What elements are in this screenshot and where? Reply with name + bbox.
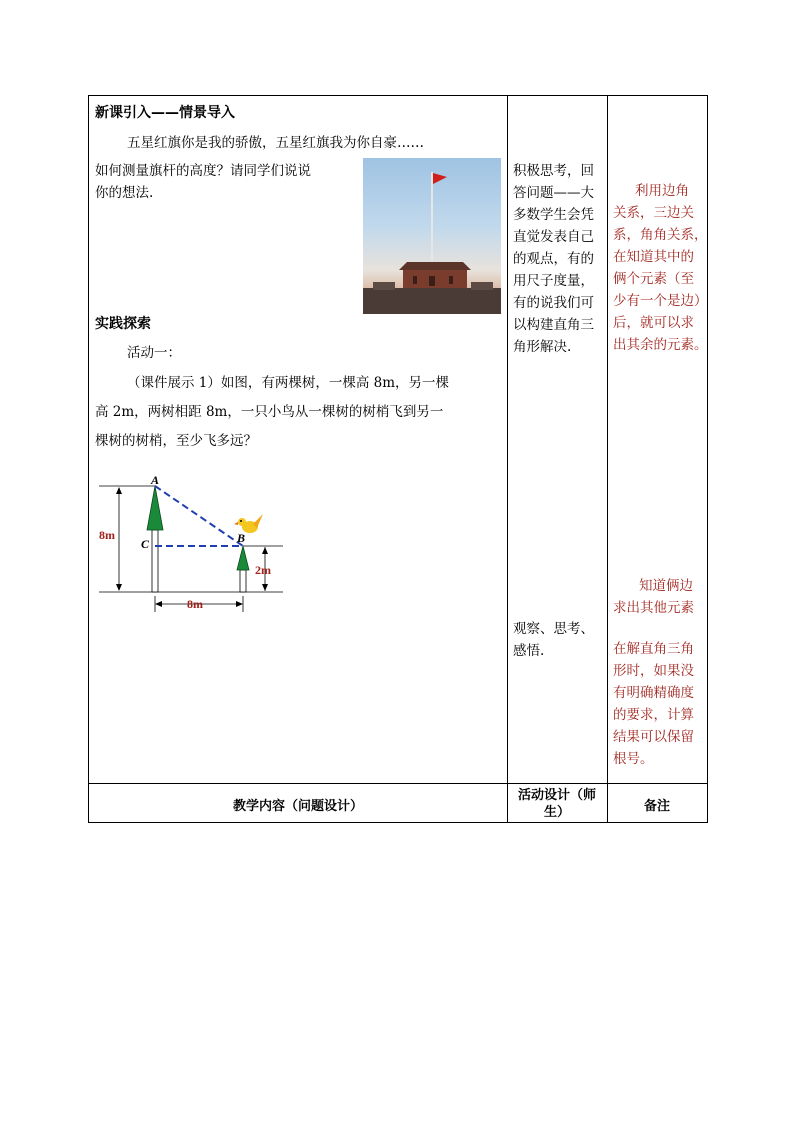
distance-8m-label: 8m	[187, 597, 203, 611]
activity-line: 积极思考，回	[513, 163, 594, 179]
note-text-1	[613, 180, 709, 356]
activity-line: 以构建直角三	[513, 317, 594, 333]
note-line: 在解直角三角	[613, 641, 694, 657]
lesson-table	[88, 95, 708, 823]
section-title-practice: 实践探索	[95, 316, 151, 332]
note-text-2	[613, 575, 709, 619]
activity-line: 的观点，有的	[513, 251, 594, 267]
problem-line-3: 棵树的树梢，至少飞多远？	[95, 433, 257, 449]
note-line: 在知道其中的	[613, 249, 694, 265]
footer-header-activity	[507, 784, 607, 824]
note-line: 形时，如果没	[613, 663, 694, 679]
note-text-3	[613, 638, 709, 770]
activity-line: 多数学生会凭	[513, 207, 594, 223]
point-a-label: A	[151, 474, 160, 487]
note-line: 根号。	[613, 751, 654, 767]
problem-line-1: （课件展示 1）如图，有两棵树，一棵高 8m，另一棵	[127, 375, 450, 391]
activity-line: 观察、思考、	[513, 621, 594, 637]
activity-line: 有的说我们可	[513, 295, 594, 311]
note-line: 关系，三边关	[613, 205, 694, 221]
column-divider-1	[507, 96, 508, 822]
footer-activity-line-2: 生）	[543, 805, 570, 820]
note-line: 后，就可以求	[613, 315, 694, 331]
note-line: 结果可以保留	[613, 729, 694, 745]
footer-header-content: 教学内容（问题设计）	[232, 798, 363, 814]
question-line-2: 你的想法.	[95, 185, 154, 201]
note-line: 出其余的元素。	[613, 337, 708, 353]
question-line-1: 如何测量旗杆的高度？请同学们说说	[95, 163, 311, 179]
point-c-label: C	[141, 537, 150, 551]
point-b-label: B	[237, 531, 246, 545]
flag-photo	[363, 158, 501, 314]
column-divider-2	[607, 96, 608, 822]
problem-line-2: 高 2m，两树相距 8m，一只小鸟从一棵树的树梢飞到另一	[95, 404, 444, 420]
note-line: 的要求，计算	[613, 707, 694, 723]
activity-text-1	[513, 160, 607, 358]
activity-line: 用尺子度量，	[513, 273, 594, 289]
activity-line: 感悟.	[513, 643, 545, 659]
activity-text-2	[513, 618, 607, 662]
note-line: 求出其他元素	[613, 600, 694, 616]
height-8m-label: 8m	[99, 528, 115, 542]
tree-bird-figure	[97, 474, 297, 622]
note-line: 有明确精确度	[613, 685, 694, 701]
activity-line: 角形解决.	[513, 339, 572, 355]
note-line: 俩个元素（至	[613, 271, 694, 287]
poem-text: 五星红旗你是我的骄傲，五星红旗我为你自豪……	[127, 135, 424, 151]
footer-activity-line-1: 活动设计（师	[517, 788, 596, 803]
activity-line: 直觉发表自己	[513, 229, 594, 245]
footer-header-notes: 备注	[643, 798, 670, 814]
note-line: 利用边角	[635, 183, 689, 199]
note-line: 少有一个是边）	[613, 293, 708, 309]
activity-line: 答问题——大	[513, 185, 594, 201]
note-line: 系，角角关系，	[613, 227, 708, 243]
note-line: 知道俩边	[639, 578, 693, 594]
height-2m-label: 2m	[255, 563, 271, 577]
activity-label: 活动一：	[127, 345, 181, 361]
section-title-intro: 新课引入——情景导入	[95, 105, 235, 121]
